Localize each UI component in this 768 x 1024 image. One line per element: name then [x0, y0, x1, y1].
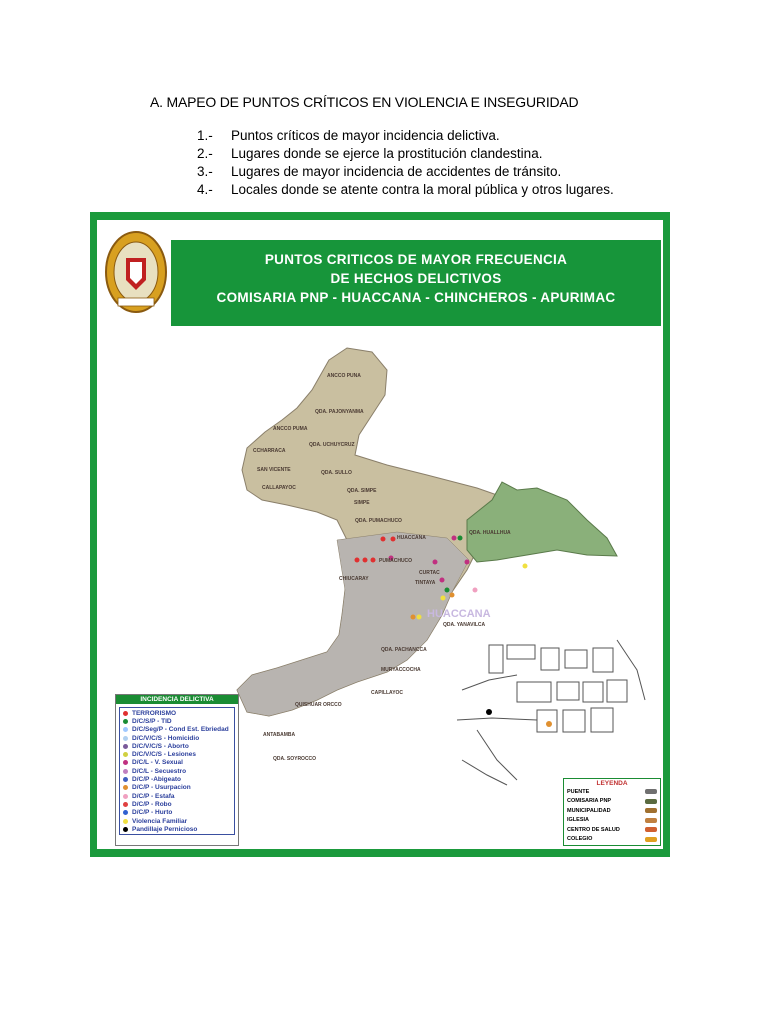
list-text: Puntos críticos de mayor incidencia delictiva. [231, 128, 500, 143]
legend-label: D/C/P - Hurto [132, 809, 173, 817]
legend-item [564, 825, 660, 835]
legend-dot-icon [123, 760, 128, 765]
legend-item [123, 717, 231, 725]
legend-label: D/C/L - V. Sexual [132, 759, 183, 767]
map-label: TINTAYA [415, 580, 436, 586]
legend-label: D/C/V/C/S - Lesiones [132, 751, 196, 759]
legend-label: D/C/P - Estafa [132, 792, 175, 800]
map-label: CALLAPAYOC [262, 485, 296, 491]
list-text: Lugares de mayor incidencia de accidentes de tránsito. [231, 164, 562, 179]
legend-item [123, 759, 231, 767]
legend-title: INCIDENCIA DELICTIVA [116, 695, 238, 704]
legend-item [123, 742, 231, 750]
map-frame [90, 212, 670, 857]
legend-dot-icon [123, 727, 128, 732]
list-item [197, 145, 614, 163]
legend-title: LEYENDA [596, 780, 628, 787]
legend-dot-icon [123, 819, 128, 824]
legend-item [123, 750, 231, 758]
legend-label: MUNICIPALIDAD [567, 807, 611, 814]
map-label: QDA. SOYROCCO [273, 756, 317, 762]
map-label: QDA. HUALLHUA [469, 530, 511, 536]
legend-label: COLEGIO [567, 836, 593, 843]
legend-label: COMISARIA PNP [567, 798, 612, 805]
legend-symbol-icon [645, 799, 657, 804]
map-label: CAPILLAYOC [371, 690, 404, 696]
map-label: QDA. PAJONYANMA [315, 409, 364, 415]
legend-item [564, 835, 660, 845]
legend-label: D/C/V/C/S - Aborto [132, 742, 189, 750]
legend-dot-icon [123, 827, 128, 832]
map-label: SAN VICENTE [257, 467, 291, 473]
legend-dot-icon [123, 777, 128, 782]
town-name: HUACCANA [427, 608, 491, 620]
list-item [197, 163, 614, 181]
legend-item [564, 806, 660, 816]
map-label: ANCCO PUMA [273, 426, 308, 432]
legend-items [119, 707, 235, 835]
legend-item [564, 816, 660, 826]
legend-label: D/C/S/P - TID [132, 717, 172, 725]
legend-dot-icon [123, 736, 128, 741]
list-item [197, 181, 614, 199]
legend-label: TERRORISMO [132, 709, 177, 717]
legend-dot-icon [123, 711, 128, 716]
section-heading: A. MAPEO DE PUNTOS CRÍTICOS EN VIOLENCIA E INSEGURIDAD [150, 94, 579, 110]
legend-item [564, 797, 660, 807]
legend-label: D/C/Seg/P - Cond Est. Ebriedad [132, 726, 229, 734]
police-crest-logo [104, 228, 168, 316]
banner-line-1: PUNTOS CRITICOS DE MAYOR FRECUENCIA [264, 252, 568, 267]
legend-dot-icon [123, 810, 128, 815]
legend-item [123, 784, 231, 792]
list-number: 3.- [197, 164, 213, 179]
banner-line-3: COMISARIA PNP - HUACCANA - CHINCHEROS - APURIMAC [216, 290, 616, 305]
map-label: QDA. UCHUYCRUZ [309, 442, 355, 448]
legend-item [123, 726, 231, 734]
list-number: 4.- [197, 182, 213, 197]
legend-dot-icon [123, 794, 128, 799]
legend-item [123, 792, 231, 800]
map-label: SIMPE [354, 500, 370, 506]
list-text: Lugares donde se ejerce la prostitución clandestina. [231, 146, 543, 161]
legend-label: D/C/L - Secuestro [132, 767, 187, 775]
title-banner [171, 240, 661, 326]
map-panel [97, 220, 663, 849]
banner-line-2: DE HECHOS DELICTIVOS [330, 271, 502, 286]
incidence-legend [115, 694, 239, 846]
list-number: 1.- [197, 128, 213, 143]
legend-item [123, 734, 231, 742]
legend-label: D/C/P - Usurpacion [132, 784, 191, 792]
legend-label: Violencia Familiar [132, 817, 188, 825]
legend-dot-icon [123, 719, 128, 724]
map-label: HUACCANA [397, 535, 426, 541]
list-number: 2.- [197, 146, 213, 161]
map-label: CHIUCARAY [339, 576, 369, 582]
list-text: Locales donde se atente contra la moral pública y otros lugares. [231, 182, 614, 197]
legend-item [564, 787, 660, 797]
map-legend [563, 778, 661, 846]
legend-label: CENTRO DE SALUD [567, 826, 620, 833]
map-label: QDA. SULLO [321, 470, 352, 476]
map-label: ANTABAMBA [263, 732, 296, 738]
legend-dot-icon [123, 752, 128, 757]
legend-item [123, 817, 231, 825]
legend-label: IGLESIA [567, 817, 590, 824]
map-label: QDA. SIMPE [347, 488, 377, 494]
legend-item [123, 775, 231, 783]
legend-dot-icon [123, 769, 128, 774]
legend-label: D/C/P -Abigeato [132, 776, 181, 784]
map-label: PUMACHUCO [379, 558, 413, 564]
legend-item [123, 800, 231, 808]
criteria-list [197, 127, 614, 199]
legend-label: PUENTE [567, 788, 590, 795]
legend-item [123, 809, 231, 817]
legend-symbol-icon [645, 808, 657, 813]
legend-item [123, 709, 231, 717]
map-label: CURTAC [419, 570, 440, 576]
legend-label: Pandillaje Pernicioso [132, 825, 198, 833]
map-label: QDA. PUMACHUCO [355, 518, 402, 524]
district-region-gray [237, 532, 469, 716]
map-label: QDA. YANAVILCA [443, 622, 486, 628]
legend-dot-icon [123, 744, 128, 749]
map-label: QDA. PACHANCCA [381, 647, 427, 653]
legend-dot-icon [123, 802, 128, 807]
legend-symbol-icon [645, 827, 657, 832]
legend-symbol-icon [645, 837, 657, 842]
legend-item [123, 825, 231, 833]
legend-item [123, 767, 231, 775]
legend-label: D/C/P - Robo [132, 800, 172, 808]
legend-symbol-icon [645, 789, 657, 794]
legend-items [564, 787, 660, 844]
town-grid [457, 640, 645, 785]
map-label: ANCCO PUNA [327, 373, 361, 379]
legend-label: D/C/V/C/S - Homicidio [132, 734, 200, 742]
legend-dot-icon [123, 785, 128, 790]
legend-symbol-icon [645, 818, 657, 823]
map-label: MURYACCOCHA [381, 667, 421, 673]
map-label: CCHARRACA [253, 448, 286, 454]
list-item [197, 127, 614, 145]
map-label: QUISHUAR ORCCO [295, 702, 342, 708]
